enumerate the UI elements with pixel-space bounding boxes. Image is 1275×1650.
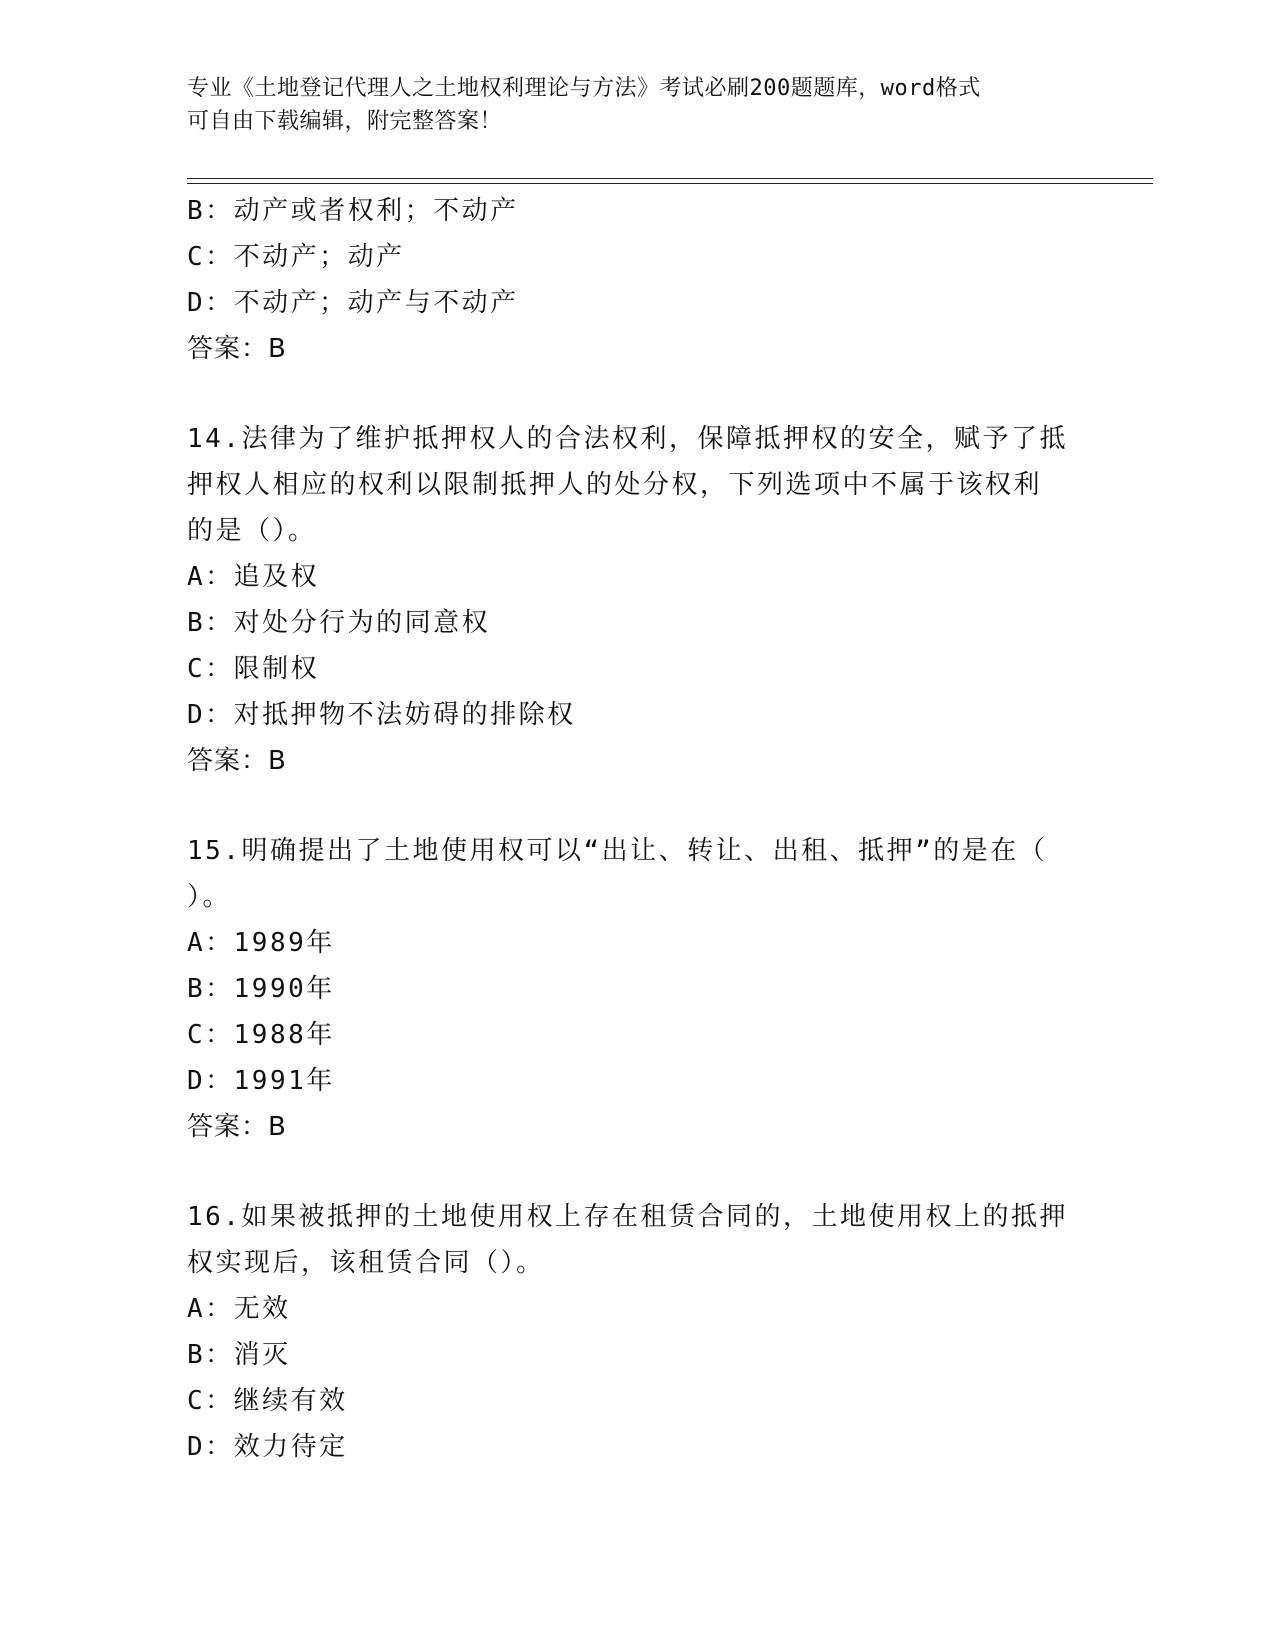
option-b: B：动产或者权利；不动产 (187, 196, 519, 226)
option-d: D：1991年 (187, 1066, 335, 1096)
option-c: C：限制权 (187, 654, 320, 684)
option-d: D：不动产；动产与不动产 (187, 288, 519, 318)
question-content (187, 188, 1087, 1470)
question-14 (187, 416, 1087, 784)
spacer (187, 784, 1087, 828)
question-stem-line: ）。 (187, 882, 232, 912)
option-c: C：1988年 (187, 1020, 335, 1050)
question-stem-line: 押权人相应的权利以限制抵押人的处分权，下列选项中不属于该权利 (187, 470, 1043, 500)
option-c: C：不动产；动产 (187, 242, 405, 272)
option-d: D：对抵押物不法妨碍的排除权 (187, 700, 576, 730)
option-a: A：无效 (187, 1294, 291, 1324)
question-15 (187, 828, 1087, 1150)
answer-line: 答案：B (187, 1112, 287, 1142)
question-stem-line: 的是（）。 (187, 516, 317, 546)
question-stem-line: 权实现后，该租赁合同（）。 (187, 1248, 545, 1278)
question-stem-line: 14.法律为了维护抵押权人的合法权利，保障抵押权的安全，赋予了抵 (187, 424, 1068, 454)
header-title-line-1: 专业《土地登记代理人之土地权利理论与方法》考试必刷200题题库，word格式 (187, 76, 981, 101)
header-divider-top (187, 178, 1153, 179)
option-a: A：1989年 (187, 928, 335, 958)
question-stem-line: 16.如果被抵押的土地使用权上存在租赁合同的，土地使用权上的抵押 (187, 1202, 1068, 1232)
option-b: B：1990年 (187, 974, 335, 1004)
option-c: C：继续有效 (187, 1386, 348, 1416)
header-divider-bottom (187, 183, 1153, 184)
answer-line: 答案：B (187, 746, 287, 776)
header-title-line-2: 可自由下载编辑，附完整答案！ (187, 109, 503, 134)
question-13-partial (187, 188, 1087, 372)
document-header (187, 72, 1087, 138)
option-a: A：追及权 (187, 562, 320, 592)
option-d: D：效力待定 (187, 1432, 348, 1462)
spacer (187, 1150, 1087, 1194)
question-stem-line: 15.明确提出了土地使用权可以“出让、转让、出租、抵押”的是在（ (187, 836, 1048, 866)
question-16 (187, 1194, 1087, 1470)
spacer (187, 372, 1087, 416)
answer-line: 答案：B (187, 334, 287, 364)
option-b: B：对处分行为的同意权 (187, 608, 491, 638)
option-b: B：消灭 (187, 1340, 291, 1370)
